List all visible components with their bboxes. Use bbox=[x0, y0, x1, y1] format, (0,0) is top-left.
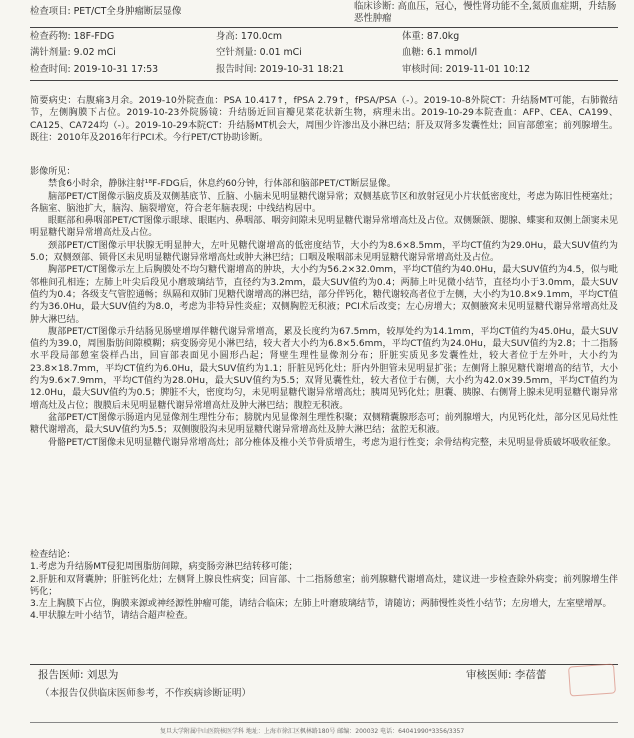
exam-time: 检查时间: 2019-10-31 17:53 bbox=[30, 64, 159, 75]
reviewer-name: 李蓓蕾 bbox=[514, 669, 547, 681]
finding-paragraph: 骨骼PET/CT图像未见明显糖代谢异常增高灶；部分椎体及椎小关节骨质增生，考虑为退行性变；余骨结构完整，未见明显骨质破坏吸收征象。 bbox=[48, 437, 617, 448]
height: 身高: 170.0cm bbox=[216, 31, 283, 42]
finding-paragraph: 禁食6小时余，静脉注射¹⁸F-FDG后，休息约60分钟，行体部和脑部PET/CT断层显像。 bbox=[48, 179, 396, 190]
clinical-diagnosis: 临床诊断: 高血压，冠心，慢性肾功能不全,氮质血症期，升结肠恶性肿瘤 bbox=[354, 1, 617, 24]
disclaimer: （本报告仅供临床医师参考，不作疾病诊断证明） bbox=[40, 688, 252, 699]
reporter-name: 刘思为 bbox=[86, 669, 119, 681]
reporter: 报告医师: 刘思为 bbox=[38, 669, 119, 681]
finding-paragraph: 腹部PET/CT图像示升结肠见肠壁增厚伴糖代谢异常增高，累及长度约为67.5mm，较厚处约为14.1mm，平均CT值约为45.0Hu，最大SUV值约为39.0，周围脂肪间隙模糊；病变肠旁见小淋巴结，较大者大小约为6.8×5.6mm，平均CT值约为24.0Hu，最大SUV值约为2.8；十二指肠水平段局部憩室袋样凸出，回盲部表面见小圆形凸起；肾壁生理性显像剂分布；肝脏实质见多发囊性灶，较大者位于左外叶，大小约为23.8×18.7mm，平均CT值约为6.0Hu，最大SUV值约为1.1；肝脏见钙化灶；肝内外胆管未见明显扩张；左侧肾上腺见糖代谢增高的结节，大小约为9.6×7.9mm，平均CT值约为28.0Hu，最大SUV值约为5.5；双肾见囊性灶，较大者位于右侧，大小约为42.0×39.5mm，平均CT值约为12.0Hu，最大SUV值约为0.5；脾脏不大，密度均匀，未见明显糖代谢异常增高灶；胰周见钙化灶；胆囊、胰腺、右侧肾上腺未见明显糖代谢异常增高灶及占位；腹膜后未见明显糖代谢异常增高灶及肿大淋巴结；腹腔无积液。 bbox=[30, 326, 618, 411]
history-text: 简要病史：右腹痛3月余。2019-10外院查血：PSA 10.417↑，fPSA 2.79↑，fPSA/PSA（-）。2019-10-8外院CT：升结肠MT可能，右肺微结节，左侧胸膜下占位。2019-10-23外院肠镜：升结肠近回盲瓣见菜花状新生物，病理未出。2019-10-29本院查血：AFP、CEA、CA199、CA125、CA724均（-）。2019-10-29本院CT：升结肠MT机会大，周围少许渗出及小淋巴结；肝及双肾多发囊性灶；回盲部憩室；前列腺增生。既往：2010年及2016年行PCI术。今行PET/CT协助诊断。 bbox=[30, 96, 618, 143]
conclusion-title: 检查结论： bbox=[30, 550, 76, 560]
finding-paragraph: 盆部PET/CT图像示肠道内见显像剂生理性分布；膀胱内见显像剂生理性积聚；双侧精囊腺形态可；前列腺增大，内见钙化灶，部分区见局灶性糖代谢增高，最大SUV值约为5.5；双侧腹股沟未见明显糖代谢异常增高灶及肿大淋巴结；盆腔无积液。 bbox=[30, 412, 618, 436]
address-line: 复旦大学附属中山医院核医学科 地址：上海市徐汇区枫林路180号 邮编：200032 电话：64041990*3356/3357 bbox=[160, 728, 465, 735]
header-bottom-divider bbox=[30, 80, 618, 81]
header-divider bbox=[30, 27, 618, 28]
review-time: 审核时间: 2019-11-01 10:12 bbox=[402, 64, 531, 75]
finding-paragraph: 胸部PET/CT图像示左上后胸膜处不均匀糖代谢增高的肿块，大小约为56.2×32.0mm，平均CT值约为40.0Hu，最大SUV值约为4.5，似与毗邻椎间孔相连；左肺上叶尖后段见小磨玻璃结节，直径约为3.2mm，最大SUV值约为0.4；两肺上叶见微小结节，直径均小于3.0mm，最大SUV值约为0.4；各级支气管腔通畅；纵隔和双肺门见糖代谢增高的淋巴结，部分伴钙化，糖代谢较高者位于左侧，大小约为10.8×9.1mm，平均CT值约为36.0Hu，最大SUV值约为8.0，考虑为非特异性炎症；双侧胸腔无积液；PCI术后改变；左心房增大；双侧腋窝未见明显糖代谢异常增高灶及肿大淋巴结。 bbox=[30, 265, 618, 325]
exam-item: 检查项目: PET/CT全身肿瘤断层显像 bbox=[30, 6, 182, 17]
conclusion-item: 3.左上胸膜下占位，胸膜来源或神经源性肿瘤可能，请结合临床；左肺上叶磨玻璃结节，请随访；两肺慢性炎性小结节；左房增大，左室壁增厚。 bbox=[30, 599, 612, 610]
finding-paragraph: 颈部PET/CT图像示甲状腺无明显肿大，左叶见糖代谢增高的低密度结节，大小约为8.6×8.5mm，平均CT值约为29.0Hu，最大SUV值约为5.0；双侧颈部、锁骨区未见明显糖代谢异常增高灶或肿大淋巴结；口咽及喉咽部未见明显糖代谢异常增高灶及占位。 bbox=[30, 240, 618, 264]
findings-title: 影像所见： bbox=[30, 167, 76, 177]
conclusion-item: 1.考虑为升结肠MT侵犯周围脂肪间隙，病变肠旁淋巴结转移可能； bbox=[30, 562, 298, 573]
full-dose: 满针剂量: 9.02 mCi bbox=[30, 47, 116, 58]
conclusion-section bbox=[30, 549, 618, 623]
weight: 体重: 87.0kg bbox=[402, 31, 460, 42]
seal-stamp bbox=[568, 663, 616, 696]
report-time: 报告时间: 2019-10-31 18:21 bbox=[216, 64, 345, 75]
reviewer: 审核医师: 李蓓蕾 bbox=[466, 669, 547, 681]
empty-dose: 空针剂量: 0.01 mCi bbox=[216, 47, 302, 58]
history-section bbox=[30, 95, 618, 144]
glucose: 血糖: 6.1 mmol/l bbox=[402, 47, 478, 58]
address-divider bbox=[30, 722, 618, 723]
drug: 检查药物: 18F-FDG bbox=[30, 31, 115, 42]
footer-divider bbox=[30, 664, 618, 665]
conclusion-item: 2.肝脏和双肾囊肿；肝脏钙化灶；左侧肾上腺良性病变；回盲部、十二指肠憩室；前列腺糖代谢增高灶，建议进一步检查除外病变；前列腺增生伴钙化； bbox=[30, 574, 618, 597]
finding-paragraph: 眼眶部和鼻咽部PET/CT图像示眼球、眼眶内、鼻咽部、咽旁间隙未见明显糖代谢异常增高灶及占位。双侧颞颌、腮腺、蝶窦和双侧上颌窦未见明显糖代谢异常增高灶及占位。 bbox=[30, 216, 618, 239]
conclusion-item: 4.甲状腺左叶小结节，请结合超声检查。 bbox=[30, 611, 194, 622]
findings-section bbox=[30, 166, 618, 449]
finding-paragraph: 脑部PET/CT图像示脑皮质及双侧基底节、丘脑、小脑未见明显糖代谢异常；双侧基底节区和放射冠见小片状低密度灶，考虑为陈旧性梗塞灶；各脑室、脑池扩大，脑沟、脑裂增宽，符合老年脑表现；中线结构居中。 bbox=[30, 191, 618, 214]
